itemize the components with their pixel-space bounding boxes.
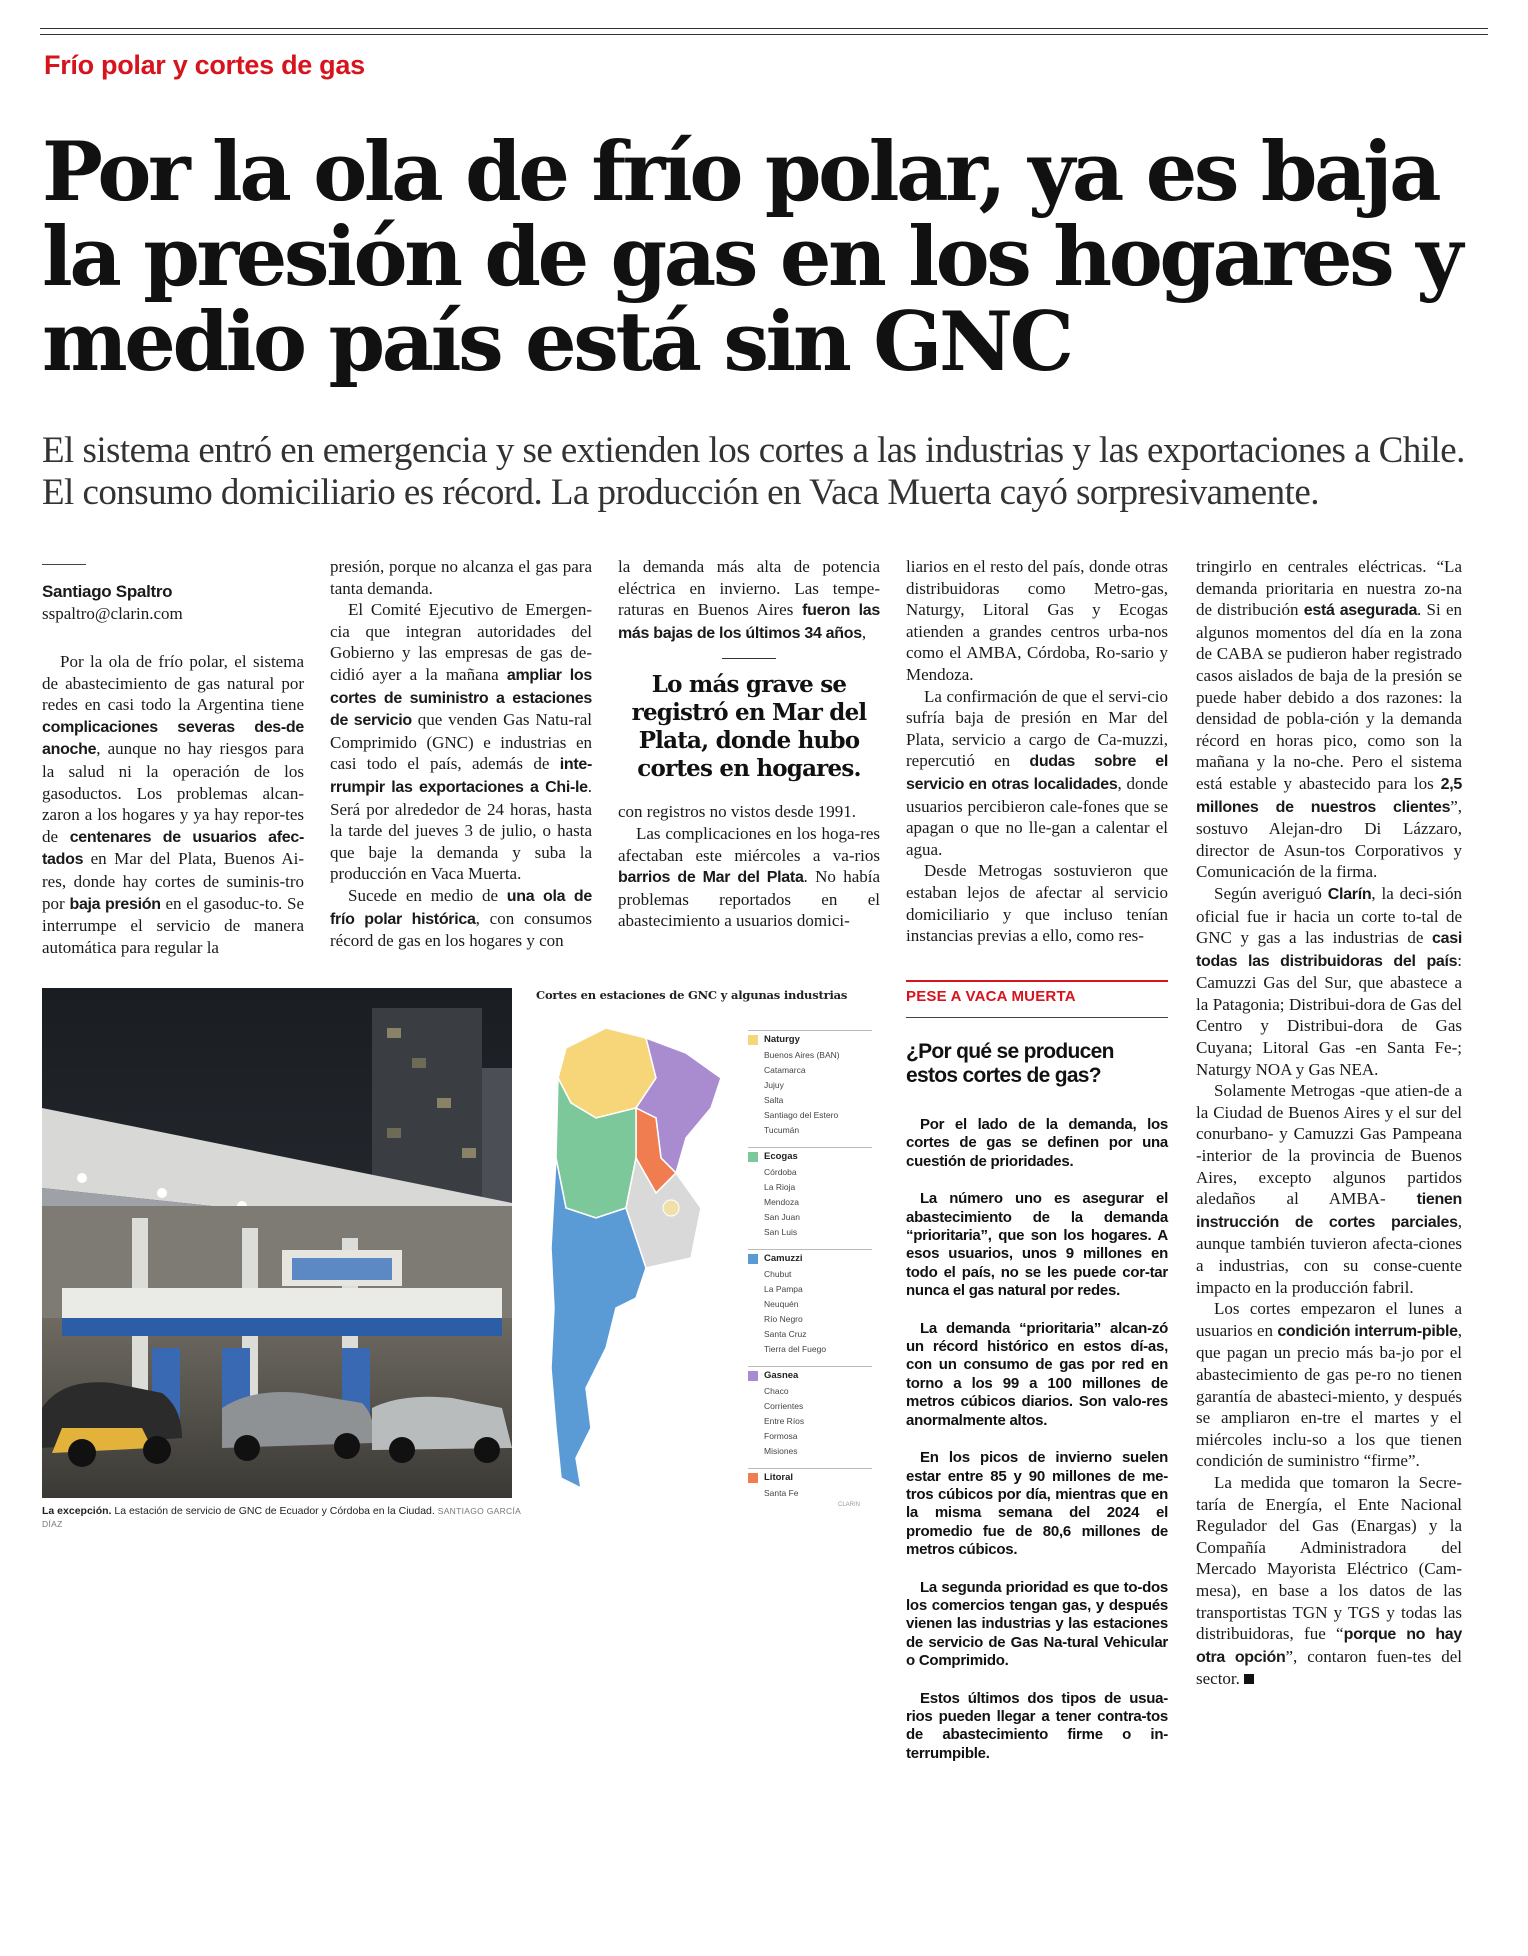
subheadline: El sistema entró en emergencia y se extienden los cortes a las industrias y las exportaciones a Chile. El consumo domiciliario es récord. La producción en Vaca Muerta cayó sorpresivamente. xyxy=(42,430,1465,513)
legend-group-title: Naturgy xyxy=(748,1030,872,1045)
byline-rule xyxy=(42,564,86,565)
legend-group-title: Litoral xyxy=(748,1468,872,1483)
sidebar-paragraph: La número uno es asegurar el abastecimiento de la demanda “prioritaria”, que son los hogares. A esos usuarios, unos 9 millones en todo el país, no se les puede cor-tar nunca el gas natural por redes. xyxy=(906,1190,1168,1300)
legend-group-title: Ecogas xyxy=(748,1147,872,1162)
paragraph: tringirlo en centrales eléctricas. “La demanda prioritaria en nuestra zo-na de distribución está asegurada. Si en algunos momentos del día en la zona de CABA se pudieron haber registrado casos aislados de baja de la presión se puede haber debido a dos razones: la densidad de pobla-ción y la demanda récord en horas pico, como son la mañana y la no-che. Pero el sistema está estable y abastecido para los 2,5 millones de nuestros clientes”, sostuvo Alejan-dro Di Lázzaro, director de Asun-tos Corporativos y Comunicación de la firma. xyxy=(1196,557,1462,882)
legend-item: Córdoba xyxy=(764,1167,797,1177)
legend-group xyxy=(748,1468,872,1501)
legend-item: San Luis xyxy=(764,1227,798,1237)
paragraph: Sucede en medio de una ola de frío polar histórica, con consumos récord de gas en los hogares y con xyxy=(330,885,592,951)
gas-station-photo xyxy=(42,988,512,1498)
sidebar-title: ¿Por qué se producen estos cortes de gas? xyxy=(906,1040,1114,1087)
legend-group xyxy=(748,1366,872,1459)
photo-caption xyxy=(42,1505,532,1531)
legend-item: Chaco xyxy=(764,1386,789,1396)
legend-swatch-icon xyxy=(748,1254,758,1264)
column-2 xyxy=(330,556,592,952)
headline: Por la ola de frío polar, ya es baja la presión de gas en los hogares y medio país está sin GNC xyxy=(42,125,1460,390)
legend-item: Misiones xyxy=(764,1446,798,1456)
paragraph: El Comité Ejecutivo de Emergen-cia que integran autoridades del Gobierno y las empresas de gas de-cidió ayer a la mañana ampliar los cortes de suministro a estaciones de servicio que venden Gas Natu-ral Comprimido (GNC) e industrias en casi todo el país, además de inte-rrumpir las exportaciones a Chi-le. Será por alrededor de 24 horas, hasta la tarde del jueves 3 de julio, o hasta que baje la demanda y suba la producción en Vaca Muerta. xyxy=(330,600,592,884)
caption-lead: La excepción. xyxy=(42,1505,112,1517)
sidebar-paragraph: En los picos de invierno suelen estar entre 85 y 90 millones de me-tros cúbicos por día, mientras que en la misma semana del 2024 el promedio fue de 80,6 millones de metros cúbicos. xyxy=(906,1449,1168,1559)
legend-group xyxy=(748,1030,872,1138)
legend-swatch-icon xyxy=(748,1152,758,1162)
author-email[interactable]: sspaltro@clarin.com xyxy=(42,604,183,623)
legend-group-title: Gasnea xyxy=(748,1366,872,1381)
column-4 xyxy=(906,556,1168,947)
sidebar-box xyxy=(906,980,1168,1782)
legend-item: La Pampa xyxy=(764,1284,803,1294)
paragraph: Las complicaciones en los hoga-res afectaban este miércoles a va-rios barrios de Mar del Plata. No había problemas reportados en el abastecimiento a usuarios domici- xyxy=(618,823,881,931)
paragraph: presión, porque no alcanza el gas para tanta demanda. xyxy=(330,557,592,598)
legend-group-title: Camuzzi xyxy=(748,1249,872,1264)
legend-item: Buenos Aires (BAN) xyxy=(764,1050,840,1060)
legend-item: Jujuy xyxy=(764,1080,784,1090)
legend-item: La Rioja xyxy=(764,1182,796,1192)
sidebar-paragraph: Por el lado de la demanda, los cortes de gas se definen por una cuestión de prioridades. xyxy=(906,1116,1168,1170)
photo-credit: SANTIAGO GARCÍA DÍAZ xyxy=(42,1506,521,1529)
column-5 xyxy=(1196,556,1462,1690)
legend-item: Corrientes xyxy=(764,1401,804,1411)
legend-swatch-icon xyxy=(748,1371,758,1381)
legend-item: Chubut xyxy=(764,1269,792,1279)
pull-quote-text: Lo más grave se registró en Mar del Plata, donde hubo cortes en hogares. xyxy=(631,671,867,783)
author-name: Santiago Spaltro xyxy=(42,582,173,601)
argentina-map-infographic xyxy=(536,988,866,1508)
map-credit: CLARIN xyxy=(838,1502,861,1508)
legend-item: Neuquén xyxy=(764,1299,799,1309)
sidebar-paragraph: Estos últimos dos tipos de usua-rios pueden llegar a tener contra-tos de abastecimiento firme o in-terrumpible. xyxy=(906,1689,1168,1762)
paragraph: La medida que tomaron la Secre-taría de Energía, el Ente Nacional Regulador del Gas (Enargas) y la Compañía Administradora del Mercado Mayorista Eléctrico (Cam-mesa), en base a los datos de las transportistas TGN y TGS y todas las distribuidoras, fue “porque no hay otra opción”, contaron fuen-tes del sector. xyxy=(1196,1472,1463,1689)
map-title: Cortes en estaciones de GNC y algunas industrias xyxy=(536,988,848,1002)
column-3 xyxy=(618,556,880,932)
argentina-map xyxy=(536,1008,746,1508)
legend-item: Santa Cruz xyxy=(764,1329,807,1339)
paragraph: Según averiguó Clarín, la deci-sión oficial fue ir hacia un corte to-tal de GNC y gas a las industrias de casi todas las distribuidoras del país: Camuzzi Gas del Sur, que abastece a la Patagonia; Distribui-dora de Gas del Centro y Distribui-dora de Gas Cuyana; Litoral Gas -en Santa Fe-; Naturgy NOA y Gas NEA. xyxy=(1196,883,1462,1079)
sidebar-paragraph: La demanda “prioritaria” alcan-zó un récord histórico en estos dí-as, con un consumo de gas por red en torno a los 99 a 100 millones de metros cúbicos diarios. Son valo-res anormalmente altos. xyxy=(906,1319,1168,1429)
legend-swatch-icon xyxy=(748,1035,758,1045)
sidebar-kicker: PESE A VACA MUERTA xyxy=(906,980,1168,1005)
sidebar-body xyxy=(906,1116,1168,1763)
paragraph: la demanda más alta de potencia eléctrica en invierno. Las tempe-raturas en Buenos Aires fueron las más bajas de los últimos 34 años, xyxy=(618,557,880,642)
top-rule xyxy=(40,28,1488,29)
legend-item: Santa Fe xyxy=(764,1488,799,1498)
paragraph: Los cortes empezaron el lunes a usuarios en condición interrum-pible, que pagan un precio más ba-jo por el abastecimiento de gas pe-ro no tienen garantía de abasteci-miento, y después se ampliaron en-tre el martes y el miércoles inclu-so a los que tienen condición de suministro “firme”. xyxy=(1196,1299,1462,1471)
paragraph: liarios en el resto del país, donde otras distribuidoras como Metro-gas, Naturgy, Litoral Gas y Ecogas atienden a grandes centros urba-nos como el AMBA, Córdoba, Ro-sario y Mendoza. xyxy=(906,557,1168,684)
sidebar-paragraph: La segunda prioridad es que to-dos los comercios tengan gas, y después vienen las industrias y las estaciones de servicio de Gas Na-tural Vehicular o Comprimido. xyxy=(906,1578,1168,1670)
legend-group xyxy=(748,1147,872,1240)
legend-item: Santiago del Estero xyxy=(764,1110,839,1120)
legend-item: Tierra del Fuego xyxy=(764,1344,827,1354)
legend-swatch-icon xyxy=(748,1473,758,1483)
legend-item: Mendoza xyxy=(764,1197,799,1207)
pull-quote-rule xyxy=(722,658,776,659)
paragraph: con registros no vistos desde 1991. xyxy=(618,802,856,822)
paragraph: Desde Metrogas sostuvieron que estaban lejos de afectar al servicio domiciliario y que incluso tenían instancias previas a ello, como res- xyxy=(906,861,1168,946)
pull-quote xyxy=(618,658,880,783)
sidebar-rule xyxy=(906,1017,1168,1018)
paragraph: Solamente Metrogas -que atien-de a la Ciudad de Buenos Aires y el sur del conurbano- y Camuzzi Gas Pampeana -interior de la provincia de Buenos Aires, excepto algunos partidos aledaños al AMBA- tienen instrucción de cortes parciales, aunque también tuvieron afecta-ciones a industrias, con su conse-cuente impacto en la producción fabril. xyxy=(1196,1081,1462,1297)
section-label: Frío polar y cortes de gas xyxy=(44,50,365,80)
end-mark-icon xyxy=(1244,1674,1254,1684)
legend-item: Entre Ríos xyxy=(764,1416,805,1426)
legend-item: San Juan xyxy=(764,1212,800,1222)
legend-item: Río Negro xyxy=(764,1314,803,1324)
legend-item: Catamarca xyxy=(764,1065,806,1075)
caption-text: La estación de servicio de GNC de Ecuador y Córdoba en la Ciudad. xyxy=(111,1505,435,1517)
gas-station-illustration xyxy=(42,988,512,1498)
legend-item: Formosa xyxy=(764,1431,798,1441)
legend-group xyxy=(748,1249,872,1357)
legend-item: Tucumán xyxy=(764,1125,800,1135)
column-1 xyxy=(42,564,304,958)
top-rule-secondary xyxy=(40,34,1488,35)
legend-item: Salta xyxy=(764,1095,784,1105)
map-legend xyxy=(748,1030,872,1510)
paragraph: La confirmación de que el servi-cio sufría baja de presión en Mar del Plata, servicio a cargo de Ca-muzzi, repercutió en dudas sobre el servicio en otras localidades, donde usuarios percibieron cale-fones que se apagan o que no lle-gan a calentar el agua. xyxy=(906,686,1168,859)
paragraph: Por la ola de frío polar, el sistema de abastecimiento de gas natural por redes en casi todo la Argentina tiene complicaciones severas des-de anoche, aunque no hay riesgos para la salud ni la operación de los gasoductos. Los problemas alcan-zaron a los hogares y ya hay repor-tes de centenares de usuarios afec-tados en Mar del Plata, Buenos Ai-res, donde hay cortes de suminis-tro por baja presión en el gasoduc-to. Se interrumpe el servicio de manera automática para regular la xyxy=(42,652,305,957)
